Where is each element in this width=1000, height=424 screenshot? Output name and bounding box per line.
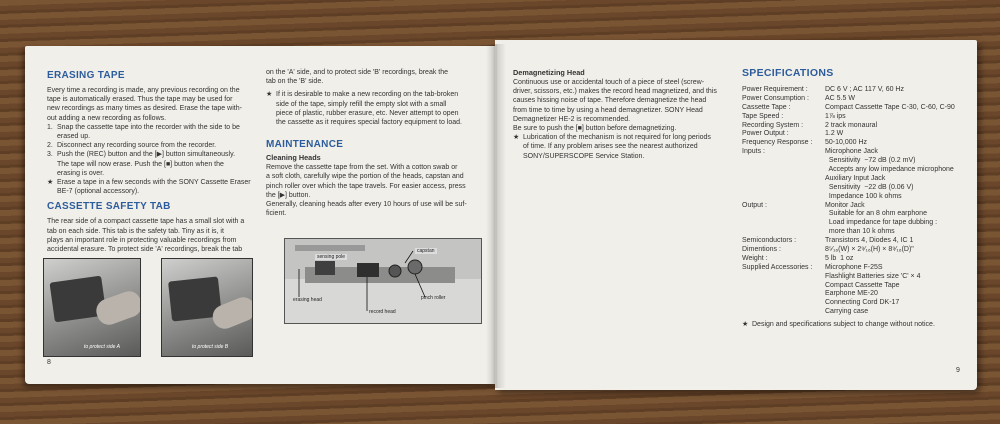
- design-change-note-text: Design and specifications subject to change without notice.: [752, 321, 935, 328]
- spec-row: [742, 255, 972, 264]
- spec-key: Recording System :: [742, 121, 804, 129]
- spec-row: [742, 104, 972, 113]
- erasing-steps: [47, 123, 255, 197]
- spec-row: [742, 157, 972, 166]
- body-text-line: driver, scissors, etc.) makes the record head magnetized, and this: [513, 88, 717, 96]
- subtitle-cleaning-heads: Cleaning Heads: [266, 153, 321, 163]
- spec-value: Transistors 4, Diodes 4, IC 1: [825, 237, 914, 245]
- page-number-right: 9: [956, 367, 960, 374]
- body-text-line: accidental erasure. To protect side 'A' recordings, break the tab: [47, 246, 243, 254]
- note-text-line: If it is desirable to make a new recording on the tab-broken: [276, 91, 459, 99]
- note-text-line: of time. If any problem arises see the nearest authorized: [523, 143, 698, 151]
- spec-row: [742, 130, 972, 139]
- erasing-step: [47, 123, 255, 141]
- photo-protect-side-b: [161, 258, 253, 357]
- spec-row: [742, 210, 972, 219]
- spec-row: [742, 95, 972, 104]
- spec-value: DC 6 V ; AC 117 V, 60 Hz: [825, 86, 904, 93]
- demagnetizing-text: [513, 78, 735, 133]
- body-text-line: on the 'A' side, and to protect side 'B' recordings, break the: [266, 69, 449, 76]
- spec-key: Semiconductors :: [742, 237, 797, 245]
- head-mechanism-diagram: [284, 238, 482, 324]
- safety-tab-text: [47, 217, 255, 254]
- spec-key: Dimentions :: [742, 246, 781, 254]
- label-record-head: record head: [369, 309, 396, 315]
- spec-row: [742, 237, 972, 246]
- body-text-line: tape is automatically erased. Thus the tape may be used for: [47, 96, 233, 104]
- erasing-intro: [47, 86, 255, 123]
- body-text-line: causes hissing noise of tape. Therefore demagnetize the head: [513, 97, 707, 105]
- body-text-line: new recordings as many times as desired. Erase the tape with-: [47, 105, 242, 113]
- spec-value: Load impedance for tape dubbing :: [825, 219, 938, 227]
- spec-value: 8⁵⁄₁₆(W) × 2⁹⁄₁₆(H) × 8⁹⁄₁₆(D)": [825, 246, 914, 254]
- spec-row: [742, 290, 972, 299]
- spec-key: Supplied Accessories :: [742, 263, 813, 271]
- spec-value: 50-10,000 Hz: [825, 139, 868, 147]
- label-sensing-pole: sensing pole: [317, 254, 346, 260]
- spec-row: [742, 299, 972, 308]
- demagnetizing-section: [513, 68, 735, 161]
- spec-key: Power Output :: [742, 130, 789, 138]
- step-text-line: Disconnect any recording source from the recorder.: [57, 142, 217, 150]
- spec-key: Power Requirement :: [742, 86, 808, 93]
- spec-key: Power Consumption :: [742, 94, 809, 102]
- spec-row: [742, 273, 972, 282]
- section-title-maintenance: MAINTENANCE: [266, 139, 344, 151]
- step-marker: 3.: [47, 151, 53, 159]
- step-marker: 1.: [47, 123, 53, 131]
- note-text-line: side of the tape, simply refill the empty slot with a small: [276, 100, 447, 108]
- spec-value: Monitor Jack: [825, 201, 865, 209]
- body-text-line: ficient.: [266, 210, 287, 218]
- spec-value: Sensitivity −22 dB (0.06 V): [825, 183, 914, 191]
- step-marker: 2.: [47, 142, 53, 150]
- spec-row: [742, 282, 972, 291]
- spec-row: [742, 139, 972, 148]
- step-text-line: The tape will now erase. Push the [■] button when the: [57, 160, 224, 168]
- specifications-table: [742, 86, 972, 317]
- photo-caption-a: to protect side A: [84, 344, 120, 350]
- design-change-note: [742, 320, 972, 329]
- spec-row: [742, 166, 972, 175]
- note-text-line: Lubrication of the mechanism is not required for long periods: [523, 134, 711, 142]
- star-icon: ★: [513, 134, 520, 142]
- step-text-line: Push the (REC) button and the [▶] button simultaneously.: [57, 151, 236, 159]
- note-text-line: the cassette as it requires special factory equipment to load.: [276, 119, 462, 127]
- page-number-left: 8: [47, 359, 51, 366]
- spec-value: Auxiliary Input Jack: [825, 174, 886, 182]
- safety-tab-continued: [266, 68, 482, 86]
- section-title-erasing-tape: ERASING TAPE: [47, 70, 125, 81]
- body-text-line: Be sure to push the [■] button before demagnetizing.: [513, 125, 677, 133]
- body-text-line: from time to time by using a head demagnetizer. SONY Head: [513, 106, 703, 114]
- body-text-line: Every time a recording is made, any previous recording on the: [47, 87, 240, 94]
- star-icon: ★: [266, 91, 273, 99]
- note-text-line: piece of plastic, rubber erasure, etc. Never attempt to open: [276, 109, 459, 117]
- erasing-step: [47, 141, 255, 150]
- spec-value: Compact Cassette Tape: [825, 281, 900, 289]
- spec-row: [742, 246, 972, 255]
- book-gutter: [486, 44, 506, 388]
- spec-row: [742, 264, 972, 273]
- spec-value: Accepts any low impedance microphone: [825, 166, 954, 174]
- section-title-specifications: SPECIFICATIONS: [742, 67, 834, 79]
- body-text-line: out adding a new recording as follows.: [47, 114, 167, 122]
- body-text-line: pinch roller over which the tape travels. For easier access, press: [266, 182, 466, 190]
- step-text-line: erased up.: [57, 133, 91, 141]
- spec-value: Connecting Cord DK-17: [825, 299, 900, 307]
- step-text-line: Snap the cassette tape into the recorder with the side to be: [57, 123, 240, 131]
- body-text-line: the [▶] button.: [266, 191, 311, 199]
- label-capstan: capstan: [417, 248, 435, 254]
- tab-refill-note: [266, 90, 482, 127]
- spec-key: Inputs :: [742, 148, 765, 156]
- spec-row: [742, 148, 972, 157]
- spec-value: 5 lb 1 oz: [825, 254, 854, 262]
- star-icon: ★: [742, 321, 749, 328]
- spec-key: Tape Speed :: [742, 112, 784, 120]
- erasing-step: [47, 178, 255, 196]
- spec-value: more than 10 k ohms: [825, 228, 895, 236]
- step-text-line: Erase a tape in a few seconds with the SONY Cassette Eraser: [57, 179, 251, 187]
- photo-caption-b: to protect side B: [192, 344, 229, 350]
- body-text-line: a soft cloth, carefully wipe the portion of the heads, capstan and: [266, 173, 464, 181]
- body-text-line: The rear side of a compact cassette tape has a small slot with a: [47, 218, 245, 226]
- lubrication-note: [513, 133, 735, 161]
- body-text-line: tab on the 'B' side.: [266, 78, 324, 86]
- spec-row: [742, 308, 972, 317]
- body-text-line: Remove the cassette tape from the set. With a cotton swab or: [266, 164, 458, 172]
- section-title-safety-tab: CASSETTE SAFETY TAB: [47, 201, 171, 213]
- spec-value: Compact Cassette Tape C-30, C-60, C-90: [825, 103, 955, 111]
- body-text-line: plays an important role in protecting valuable recordings from: [47, 236, 237, 244]
- label-pinch-roller: pinch roller: [421, 295, 446, 301]
- erasing-step: [47, 150, 255, 178]
- spec-row: [742, 202, 972, 211]
- spec-key: Cassette Tape :: [742, 103, 791, 111]
- spec-key: Weight :: [742, 254, 768, 262]
- spec-row: [742, 86, 972, 95]
- erasing-tape-section: [47, 70, 255, 254]
- spec-value: 2 track monaural: [825, 121, 878, 129]
- spec-value: Earphone ME-20: [825, 290, 878, 298]
- spec-key: Output :: [742, 201, 767, 209]
- photo-protect-side-a: [43, 258, 141, 357]
- subtitle-demagnetizing-head: Demagnetizing Head: [513, 68, 585, 77]
- note-text-line: SONY/SUPERSCOPE Service Station.: [523, 152, 645, 160]
- spec-value: Impedance 100 k ohms: [825, 192, 902, 200]
- body-text-line: Generally, cleaning heads after every 10 hours of use will be suf-: [266, 201, 467, 209]
- cleaning-heads-text: [266, 163, 482, 218]
- spec-row: [742, 175, 972, 184]
- spec-value: 1.2 W: [825, 130, 844, 138]
- left-column-2: [266, 68, 482, 218]
- spec-value: Microphone Jack: [825, 148, 878, 156]
- spec-value: Flashlight Batteries size 'C' × 4: [825, 272, 921, 280]
- spec-value: Carrying case: [825, 308, 869, 316]
- spec-value: Sensitivity −72 dB (0.2 mV): [825, 157, 916, 165]
- spec-row: [742, 184, 972, 193]
- label-erasing-head: erasing head: [293, 297, 322, 303]
- step-text-line: BE-7 (optional accessory).: [57, 188, 140, 196]
- spec-value: AC 5.5 W: [825, 94, 855, 102]
- spec-row: [742, 228, 972, 237]
- spec-value: 1⅞ ips: [825, 112, 846, 120]
- spec-key: Frequency Response :: [742, 139, 813, 147]
- spec-row: [742, 113, 972, 122]
- spec-row: [742, 219, 972, 228]
- spec-row: [742, 122, 972, 131]
- step-text-line: erasing is over.: [57, 169, 105, 177]
- step-marker: ★: [47, 179, 54, 187]
- spec-value: Microphone F-25S: [825, 263, 883, 271]
- body-text-line: Continuous use or accidental touch of a piece of steel (screw-: [513, 79, 705, 86]
- spec-row: [742, 193, 972, 202]
- spec-value: Suitable for an 8 ohm earphone: [825, 210, 927, 218]
- body-text-line: Demagnetizer HE-2 is recommended.: [513, 115, 631, 123]
- body-text-line: tab on each side. This tab is the safety tab. Tiny as it is, it: [47, 227, 224, 235]
